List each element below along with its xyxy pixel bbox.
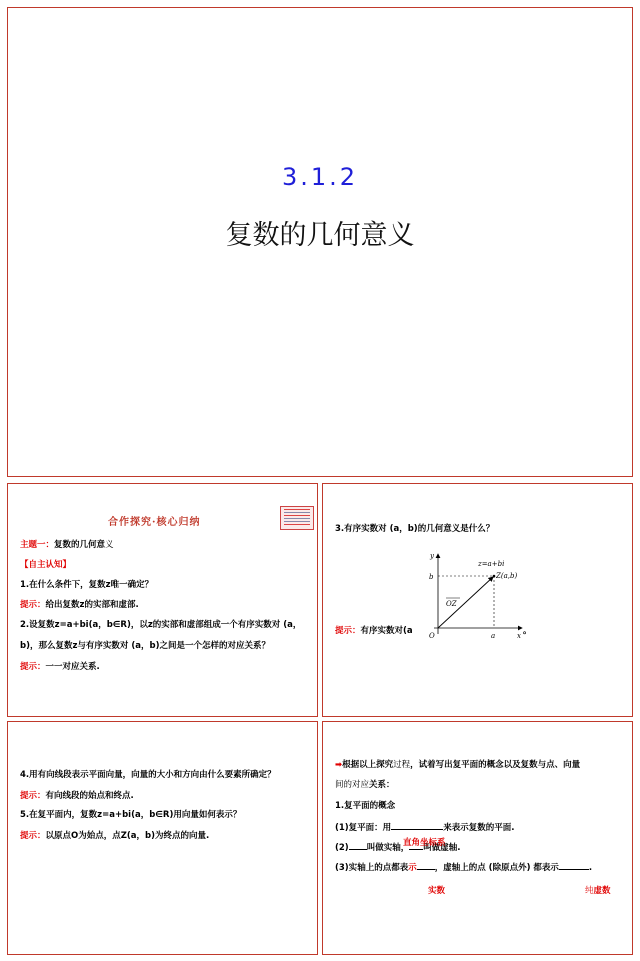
section-banner: 合作探究·核心归纳 <box>108 517 201 528</box>
equation-label: z=a+bi <box>478 560 505 568</box>
concept-heading: 1.复平面的概念 <box>335 801 396 811</box>
x-axis-label: x <box>517 632 521 640</box>
question-2-line-1: 2.设复数z=a+bi(a，b∈R)，以z的实部和虚部组成一个有序实数对 (a， <box>20 620 302 630</box>
hint-3-tail: 。 <box>523 626 532 636</box>
hint-4: 提示：有向线段的始点和终点. <box>20 791 134 801</box>
blank-4 <box>417 860 435 870</box>
slide-vector-questions <box>7 721 318 955</box>
arrow-icon: ➡ <box>335 760 343 770</box>
question-1: 1.在什么条件下，复数z唯一确定？ <box>20 580 154 590</box>
blank-5 <box>559 860 589 870</box>
slide-title-text: 复数的几何意义 <box>225 220 415 251</box>
concept-line-3: (3)实轴上的点都表示 ，虚轴上的点 (除原点外) 都表示 . <box>335 860 624 875</box>
slide-title <box>7 7 633 477</box>
hint-3: 提示：有序实数对(a <box>335 626 413 636</box>
blank-2 <box>349 840 367 850</box>
hint-5: 提示：以原点O为始点，点Z(a，b)为终点的向量. <box>20 831 210 841</box>
question-4: 4.用有向线段表示平面向量，向量的大小和方向由什么要素所确定？ <box>20 770 276 780</box>
point-z-label: Z(a,b) <box>496 572 518 580</box>
topic-heading: 主题一：复数的几何意义 <box>20 540 114 550</box>
hint-1: 提示：给出复数z的实部和虚部. <box>20 600 139 610</box>
origin-label: O <box>429 632 435 640</box>
answer-pure-imaginary: 纯虚数 <box>585 886 611 896</box>
question-2-line-2: b)，那么复数z与有序实数对 (a，b)之间是一个怎样的对应关系？ <box>20 641 270 651</box>
intro-line-1: ➡根据以上探究过程，试着写出复平面的概念以及复数与点、向量 <box>335 760 581 770</box>
blank-1 <box>391 820 443 830</box>
question-5: 5.在复平面内，复数z=a+bi(a，b∈R)用向量如何表示？ <box>20 810 242 820</box>
b-tick-label: b <box>429 573 434 581</box>
slide-topic-one <box>7 483 318 717</box>
slide-complex-plane-concept <box>322 721 633 955</box>
answer-coordinate-system: 直角坐标系 <box>403 838 446 848</box>
slide-ordered-pair-meaning <box>322 483 633 717</box>
question-3: 3.有序实数对 (a，b)的几何意义是什么？ <box>335 524 495 534</box>
a-tick-label: a <box>491 632 496 640</box>
section-number: 3.1.2 <box>281 163 359 191</box>
slide-thumbnail-icon <box>280 506 314 530</box>
answer-real-number: 实数 <box>428 886 446 896</box>
concept-line-1: (1)复平面：用 来表示复数的平面. <box>335 820 624 835</box>
vector-label: OZ <box>446 600 457 608</box>
intro-line-2: 间的对应关系： <box>335 780 395 790</box>
concept-line-2: (2) 叫做实轴， 叫做虚轴. <box>335 840 624 855</box>
y-axis-label: y <box>430 552 434 560</box>
hint-2: 提示：一一对应关系. <box>20 662 100 672</box>
section-label: 【自主认知】 <box>20 560 72 570</box>
